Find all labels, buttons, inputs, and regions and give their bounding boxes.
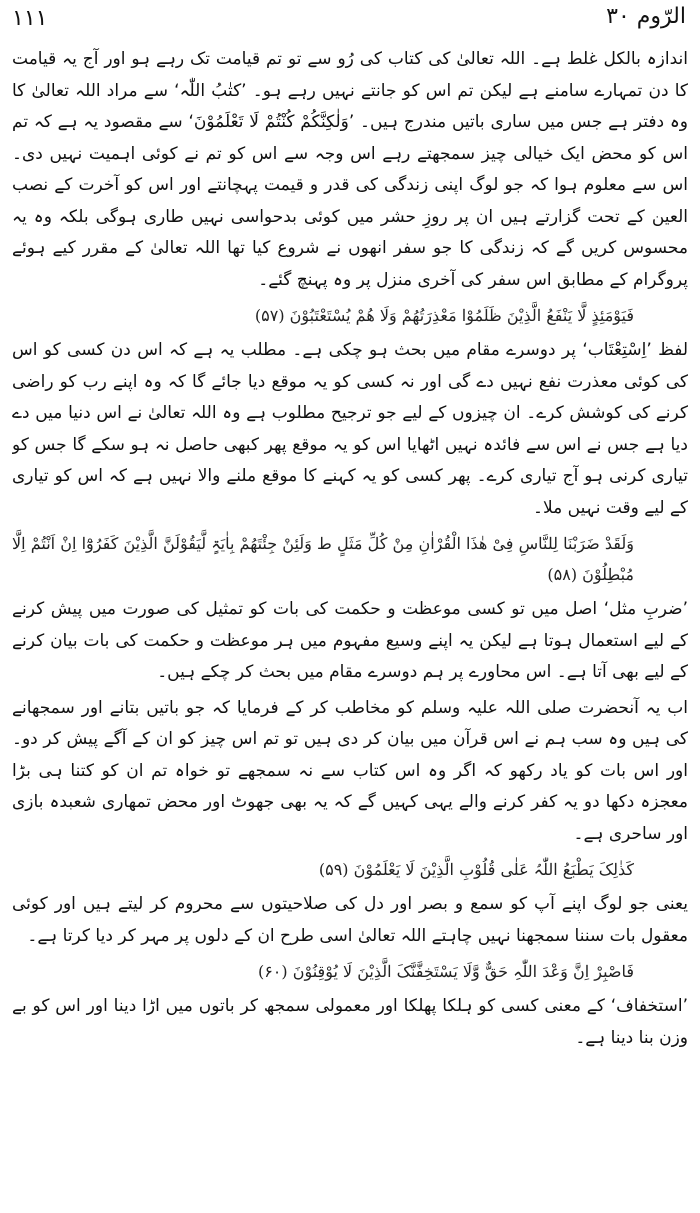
commentary-paragraph: اندازہ بالکل غلط ہے۔ اللہ تعالیٰ کی کتاب کی رُو سے تو تم قیامت تک رہے ہو اور آج یہ قیامت کا دن تمہارے سامنے ہے لیکن تم اس کو جانتے نہیں رہے ہو۔ ’کتٰبُ اللّٰہ‘ سے مراد اللہ تعالیٰ کا وہ دفتر ہے جس میں ساری باتیں مندرج ہیں۔ ’وَلٰکِنَّکُمْ کُنْتُمْ لَا تَعْلَمُوْنَ‘ سے مقصود یہ ہے کہ تم اس کو محض ایک خیالی چیز سمجھتے رہے اس وجہ سے اس کو تم نے کوئی اہمیت نہیں دی۔ اس سے معلوم ہوا کہ جو لوگ اپنی زندگی کی قدر و قیمت پہچانتے اور اس کو آخرت کے نصب العین کے تحت گزارتے ہیں ان پر روزِ حشر میں کوئی بدحواسی نہیں طاری ہوگی بلکہ وہ یہ محسوس کریں گے کہ زندگی کا جو سفر انھوں نے شروع کیا تھا اللہ تعالیٰ کے مقرر کیے ہوئے پروگرام کے مطابق اس سفر کی آخری منزل پر وہ پہنچ گئے۔ xyxy=(12,49,688,290)
page-content xyxy=(12,44,688,1209)
quran-verse: فَیَوْمَئِذٍ لَّا یَنْفَعُ الَّذِیْنَ ظَلَمُوْا مَعْذِرَتُھُمْ وَلَا ھُمْ یُسْتَعْتَبُوْنَ (۵۷) xyxy=(254,306,634,325)
surah-title: الرّوم ۳۰ xyxy=(606,4,686,29)
commentary-paragraph: ’استخفاف‘ کے معنی کسی کو ہلکا پھلکا اور معمولی سمجھ کر باتوں میں اڑا دینا اور اس کو بے وزن بنا دینا ہے۔ xyxy=(12,996,688,1048)
commentary-paragraph: اب یہ آنحضرت صلی اللہ علیہ وسلم کو مخاطب کر کے فرمایا کہ جو باتیں بتانے اور سمجھانے کی ہیں وہ سب ہم نے اس قرآن میں بیان کر دی ہیں تو تم اس چیز کو ان کے آگے پیش کر دو۔ اور اس بات کو یاد رکھو کہ اگر وہ اس کتاب سے نہ سمجھے تو خواہ تم ان کو کتنا ہی بڑا معجزہ دکھا دو یہ کفر کرنے والے یہی کہیں گے کہ یہ بھی جھوٹ اور محض تمھاری شعبدہ بازی اور ساحری ہے۔ xyxy=(12,697,688,844)
commentary-paragraph: ’ضربِ مثل‘ اصل میں تو کسی موعظت و حکمت کی بات کو تمثیل کی صورت میں پیش کرنے کے لیے استعمال ہوتا ہے لیکن یہ اپنے وسیع مفہوم میں ہر موعظت و حکمت کی بات بیان کرنے کے لیے بھی آتا ہے۔ اس محاورے پر ہم دوسرے مقام میں بحث کر چکے ہیں۔ xyxy=(12,599,688,682)
commentary-paragraph: لفظ ’اِسْتِعْتَاب‘ پر دوسرے مقام میں بحث ہو چکی ہے۔ مطلب یہ ہے کہ اس دن کسی کو اس کی کوئی معذرت نفع نہیں دے گی اور نہ کسی کو یہ موقع دیا جائے گا کہ وہ اپنے رب کو راضی کرنے کی کوشش کرے۔ ان چیزوں کے لیے جو ترجیح مطلوب ہے وہ اللہ تعالیٰ نے اس دنیا میں دے دیا ہے جس نے اس سے فائدہ نہیں اٹھایا اس کو یہ موقع پھر کبھی حاصل نہ ہو سکے گا جس کو تیاری کرنی ہو آج تیاری کرے۔ پھر کسی کو یہ کہنے کا موقع ملنے والا نہیں ہے کہ اس کو تیاری کے لیے وقت نہیں ملا۔ xyxy=(12,340,688,518)
quran-verse: کَذٰلِکَ یَطْبَعُ اللّٰہُ عَلٰی قُلُوْبِ الَّذِیْنَ لَا یَعْلَمُوْنَ (۵۹) xyxy=(318,860,634,879)
commentary-paragraph: یعنی جو لوگ اپنے آپ کو سمع و بصر اور دل کی صلاحیتوں سے محروم کر لیتے ہیں اور کوئی معقول بات سننا سمجھنا نہیں چاہتے اللہ تعالیٰ اسی طرح ان کے دلوں پر مہر کر دیا کرتا ہے۔ xyxy=(12,894,688,946)
page-number: ۱۱۱ xyxy=(12,6,48,31)
quran-verse: وَلَقَدْ ضَرَبْنَا لِلنَّاسِ فِیْ ھٰذَا الْقُرْاٰنِ مِنْ کُلِّ مَثَلٍ ط وَلَئِنْ جِئْتَھُمْ بِاٰیَۃٍ لَّیَقُوْلَنَّ الَّذِیْنَ کَفَرُوْٓا اِنْ اَنْتُمْ اِلَّا مُبْطِلُوْنَ (۵۸) xyxy=(12,534,634,584)
page-header xyxy=(10,4,690,40)
quran-verse: فَاصْبِرْ اِنَّ وَعْدَ اللّٰہِ حَقٌّ وَّلَا یَسْتَخِفَّنَّکَ الَّذِیْنَ لَا یُوْقِنُوْنَ (۶۰) xyxy=(257,962,634,981)
